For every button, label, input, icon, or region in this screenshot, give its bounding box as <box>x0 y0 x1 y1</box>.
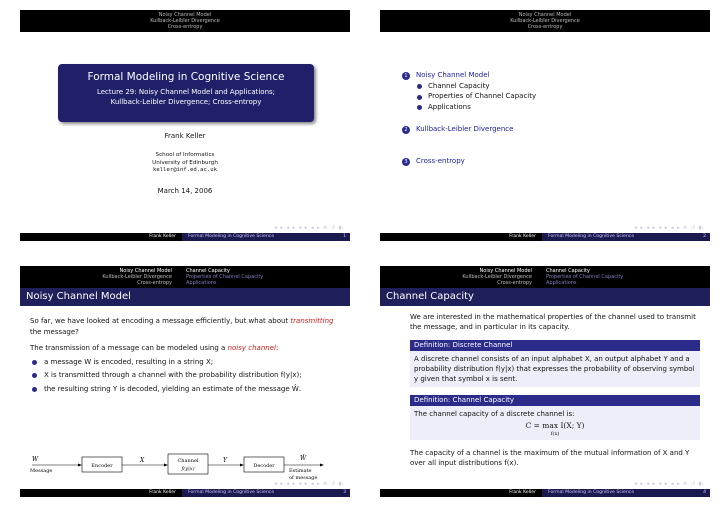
slide-2 <box>380 10 710 241</box>
toc-subsection[interactable] <box>402 81 702 92</box>
header-section-1[interactable]: Noisy Channel Model <box>158 12 212 18</box>
block-title: Definition: Channel Capacity <box>410 395 700 406</box>
toc-subsection[interactable] <box>402 91 702 102</box>
toc-subsection[interactable] <box>402 102 702 113</box>
list-item <box>30 370 340 381</box>
header-section-1[interactable]: Noisy Channel Model <box>479 268 532 274</box>
institute <box>20 152 350 175</box>
toc-subsection-label: Channel Capacity <box>428 81 490 90</box>
slide-3 <box>20 266 350 497</box>
estimate-label: Estimate <box>289 468 312 474</box>
page-number: 3 <box>343 490 346 495</box>
presentation-title: Formal Modeling in Cognitive Science <box>87 71 285 83</box>
list-item <box>30 384 340 395</box>
header-section-2[interactable]: Kullback-Leibler Divergence <box>462 274 532 281</box>
text: : <box>275 344 279 352</box>
subtitle-line-2: Kullback-Leibler Divergence; Cross-entropy <box>110 98 262 106</box>
outro-paragraph: The capacity of a channel is the maximum of the mutual information of X and Y over all input distributions f(x). <box>410 449 690 467</box>
institute-line-1: School of Informatics <box>155 152 215 158</box>
footer-bar <box>380 233 710 241</box>
slide-4 <box>380 266 710 497</box>
footer-title: Formal Modeling in Cognitive Science <box>182 489 350 497</box>
formula-text: C = max I(X; Y) <box>525 421 585 430</box>
bullet-icon <box>32 360 37 365</box>
header-section-2[interactable]: Kullback-Leibler Divergence <box>510 18 580 25</box>
footer-author: Frank Keller <box>149 234 176 239</box>
bullet-icon <box>417 105 422 110</box>
x-label: X <box>140 457 145 464</box>
text: about <box>267 317 289 325</box>
block-body <box>410 406 700 440</box>
fyx-label: f(y|x) <box>181 466 195 472</box>
slide-body <box>30 316 340 394</box>
toc-section-label: Noisy Channel Model <box>416 71 490 79</box>
header-bar <box>20 10 350 32</box>
footer-author: Frank Keller <box>509 234 536 239</box>
message-label: Message <box>30 468 53 474</box>
of-message-label: of message <box>289 475 318 481</box>
toc-section-1[interactable] <box>402 70 702 81</box>
w-label: W <box>32 456 39 463</box>
header-subsection-1[interactable]: Channel Capacity <box>186 268 230 274</box>
page-number: 4 <box>703 490 706 495</box>
header-section-2[interactable]: Kullback-Leibler Divergence <box>102 274 172 281</box>
emphasis: transmitting <box>290 317 334 325</box>
frame-title: Noisy Channel Model <box>20 288 350 306</box>
toc-subsection-label: Properties of Channel Capacity <box>428 92 537 100</box>
paragraph-1 <box>30 316 340 337</box>
navigation-icons[interactable]: ◂ ▸ ◂ ▸ ◂ ▸ ◂ ▸ ≡ ↺ ◐ <box>634 481 704 487</box>
text: The transmission of a message can be modeled using a <box>30 344 226 352</box>
header-section-3[interactable]: Cross-entropy <box>497 280 532 287</box>
w-hat-label: Ŵ <box>300 455 307 462</box>
subtitle-line-1: Lecture 29: Noisy Channel Model and Applications; <box>96 88 276 96</box>
email[interactable]: keller@inf.ed.ac.uk <box>153 167 217 173</box>
toc-section-3[interactable] <box>402 156 702 167</box>
header-section-2[interactable]: Kullback-Leibler Divergence <box>150 18 220 25</box>
footer-title: Formal Modeling in Cognitive Science <box>542 489 710 497</box>
y-label: Y <box>223 457 227 464</box>
date: March 14, 2006 <box>157 187 213 195</box>
section-number-icon: 3 <box>402 158 410 166</box>
emphasis: noisy channel <box>227 344 276 352</box>
list-item-text: the resulting string Y is decoded, yielding an estimate of the message Ŵ. <box>44 384 302 393</box>
footer-author: Frank Keller <box>149 490 176 495</box>
header-subsection-2[interactable]: Properties of Channel Capacity <box>546 274 624 281</box>
header-section-1[interactable]: Noisy Channel Model <box>119 268 172 274</box>
header-bar <box>380 266 710 288</box>
slide-body <box>410 312 700 468</box>
section-number-icon: 1 <box>402 72 410 80</box>
header-section-3[interactable]: Cross-entropy <box>167 24 203 31</box>
header-section-3[interactable]: Cross-entropy <box>137 280 172 287</box>
footer-bar <box>20 233 350 241</box>
footer-bar <box>380 489 710 497</box>
header-section-1[interactable]: Noisy Channel Model <box>518 12 572 18</box>
header-bar <box>380 10 710 32</box>
header-subsection-3[interactable]: Applications <box>546 280 577 287</box>
definition-block-discrete-channel <box>410 340 700 387</box>
navigation-icons[interactable]: ◂ ▸ ◂ ▸ ◂ ▸ ◂ ▸ ≡ ↺ ◐ <box>274 481 344 487</box>
header-bar <box>20 266 350 288</box>
channel-label: Channel <box>177 458 199 464</box>
definition-block-channel-capacity <box>410 395 700 440</box>
toc-subsection-label: Applications <box>428 102 471 111</box>
list-item <box>30 357 340 368</box>
capacity-formula <box>414 421 696 437</box>
text: the message? <box>30 327 79 336</box>
block-title: Definition: Discrete Channel <box>410 340 700 351</box>
institute-line-2: University of Edinburgh <box>152 159 218 166</box>
navigation-icons[interactable]: ◂ ▸ ◂ ▸ ◂ ▸ ◂ ▸ ≡ ↺ ◐ <box>634 225 704 231</box>
noisy-channel-diagram <box>30 452 330 482</box>
footer-title: Formal Modeling in Cognitive Science <box>542 233 710 241</box>
header-subsection-3[interactable]: Applications <box>186 280 217 287</box>
frame-title: Channel Capacity <box>380 288 710 306</box>
page-number: 1 <box>343 234 346 239</box>
page-number: 2 <box>703 234 706 239</box>
navigation-icons[interactable]: ◂ ▸ ◂ ▸ ◂ ▸ ◂ ▸ ≡ ↺ ◐ <box>274 225 344 231</box>
block-text: The channel capacity of a discrete channel is: <box>414 410 575 418</box>
block-body: A discrete channel consists of an input alphabet X, an output alphabet Y and a probability distribution f(y|x) that expresses the probability of observing symbol y given that symbol x is sent. <box>410 351 700 387</box>
formula-subscript: f(x) <box>550 431 560 437</box>
paragraph-2 <box>30 343 340 354</box>
decoder-label: Decoder <box>253 463 275 469</box>
bullet-icon <box>32 373 37 378</box>
bullet-icon <box>417 84 422 89</box>
header-subsection-2[interactable]: Properties of Channel Capacity <box>186 274 264 281</box>
encoder-label: Encoder <box>91 463 113 469</box>
header-subsection-1[interactable]: Channel Capacity <box>546 268 590 274</box>
intro-paragraph: We are interested in the mathematical properties of the channel used to transmit the message, and in particular in its capacity. <box>410 313 696 331</box>
bullet-icon <box>32 387 37 392</box>
toc-section-2[interactable] <box>402 124 702 135</box>
author: Frank Keller <box>164 132 206 140</box>
slide-1 <box>20 10 350 241</box>
footer-author: Frank Keller <box>509 490 536 495</box>
toc-section-label: Kullback-Leibler Divergence <box>416 125 514 133</box>
list-item-text: X is transmitted through a channel with the probability distribution f(y|x); <box>44 371 302 379</box>
table-of-contents <box>402 70 702 166</box>
footer-title: Formal Modeling in Cognitive Science <box>182 233 350 241</box>
section-number-icon: 2 <box>402 126 410 134</box>
bullet-icon <box>417 95 422 100</box>
header-section-3[interactable]: Cross-entropy <box>527 24 563 31</box>
list-item-text: a message W is encoded, resulting in a string X; <box>44 357 214 366</box>
toc-section-label: Cross-entropy <box>416 156 465 165</box>
footer-bar <box>20 489 350 497</box>
text: So far, we have looked at encoding a message efficiently, but what <box>30 317 266 325</box>
title-box <box>58 64 314 122</box>
